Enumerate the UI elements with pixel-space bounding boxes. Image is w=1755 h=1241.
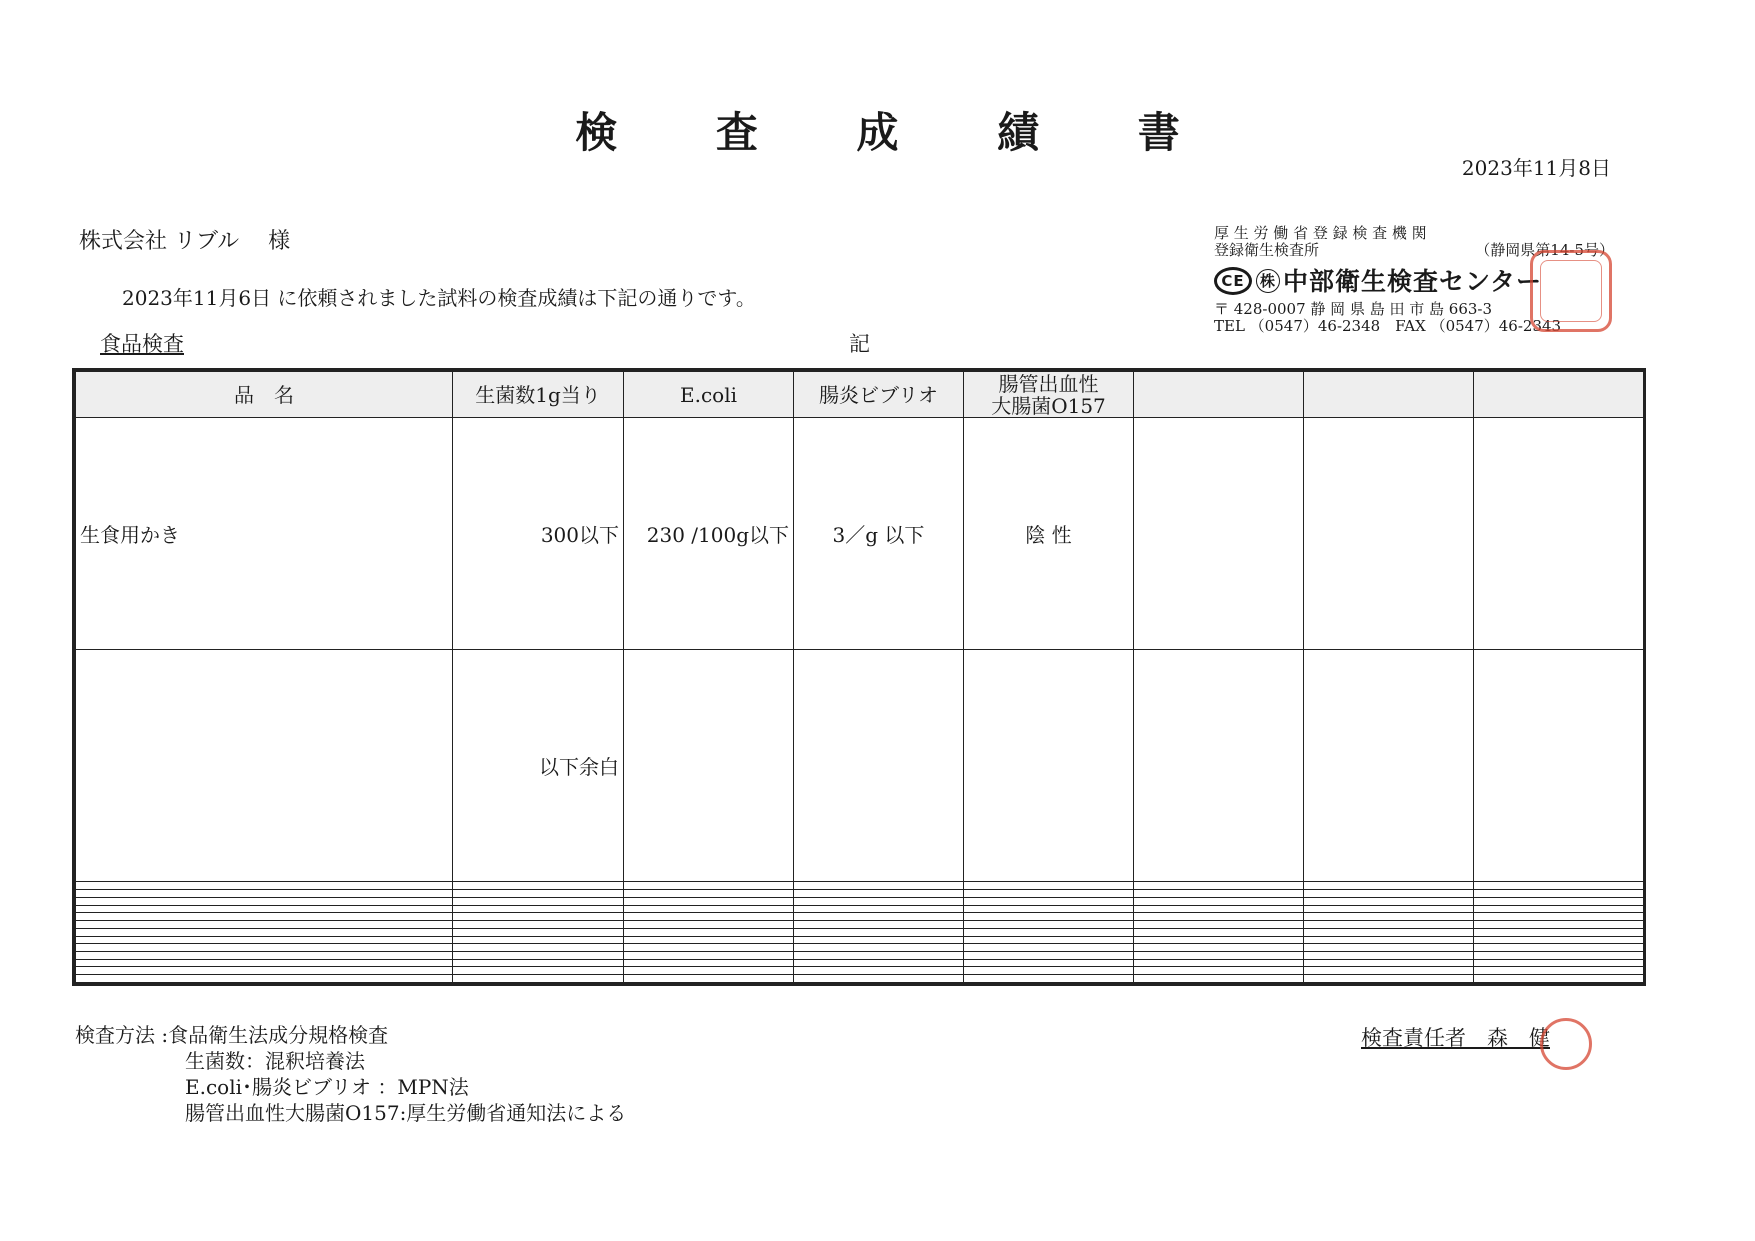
table-row (76, 650, 1644, 882)
table-row (76, 418, 1644, 650)
empty-table-row (76, 951, 1644, 959)
table-header-row (76, 372, 1644, 418)
client-name: 株式会社 リブル 様 (79, 229, 291, 254)
lab-registration-no-left: 登録衛生検査所 (1214, 241, 1320, 259)
header-empty-3 (1474, 372, 1644, 418)
lab-registration-no-right: （静岡県第14-5号） (1475, 241, 1614, 259)
cell (1474, 418, 1644, 650)
cell-ecoli: 230 /100g以下 (624, 418, 794, 650)
inspector-name: 検査責任者 森 健 (1361, 1026, 1550, 1050)
header-bacteria-count: 生菌数1g当り (453, 372, 624, 418)
cell-blank-note: 以下余白 (453, 650, 624, 882)
category-label: 食品検査 (100, 332, 184, 356)
empty-table-row (76, 890, 1644, 898)
empty-table-row (76, 975, 1644, 983)
ki-label: 記 (849, 332, 870, 356)
cell-o157: 陰 性 (964, 418, 1134, 650)
cell (76, 650, 453, 882)
cell-bacteria-count: 300以下 (453, 418, 624, 650)
cell (964, 650, 1134, 882)
empty-table-row (76, 913, 1644, 921)
cell (1134, 650, 1304, 882)
empty-table-row (76, 959, 1644, 967)
results-table (72, 368, 1646, 986)
cell (1304, 650, 1474, 882)
method-line: E.coli･腸炎ビブリオ ：MPN法 (185, 1075, 469, 1099)
cell-item-name: 生食用かき (76, 418, 453, 650)
test-method (75, 1022, 626, 1126)
header-vibrio: 腸炎ビブリオ (794, 372, 964, 418)
header-o157-line2: 大腸菌O157 (991, 393, 1106, 418)
empty-table-row (76, 905, 1644, 913)
cell (794, 650, 964, 882)
lab-contact: TEL （0547）46-2348 FAX （0547）46-2343 (1214, 317, 1562, 335)
cell (1134, 418, 1304, 650)
header-empty-2 (1304, 372, 1474, 418)
empty-table-row (76, 967, 1644, 975)
kabu-mark: 株 (1256, 269, 1280, 293)
empty-table-row (76, 928, 1644, 936)
cell (1474, 650, 1644, 882)
lab-seal-stamp (1530, 250, 1612, 332)
cell (624, 650, 794, 882)
empty-table-row (76, 921, 1644, 929)
empty-table-row (76, 897, 1644, 905)
method-line: 生菌数：混釈培養法 (185, 1049, 365, 1073)
inspector-seal-stamp (1540, 1018, 1592, 1070)
ce-mark-icon: CE (1214, 267, 1252, 295)
document-title: 検 査 成 績 書 (575, 108, 1222, 157)
cell (1304, 418, 1474, 650)
header-o157-line1: 腸管出血性 (998, 371, 1099, 396)
header-item-name: 品 名 (76, 372, 453, 418)
header-empty-1 (1134, 372, 1304, 418)
issue-date: 2023年11月8日 (1461, 156, 1611, 180)
cell-vibrio: 3／g 以下 (794, 418, 964, 650)
method-line: 食品衛生法成分規格検査 (168, 1023, 389, 1047)
header-ecoli: E.coli (624, 372, 794, 418)
lab-address: 〒 428-0007 静 岡 県 島 田 市 島 663-3 (1214, 300, 1493, 318)
empty-table-row (76, 936, 1644, 944)
empty-table-row (76, 944, 1644, 952)
lab-registration: 厚 生 労 働 省 登 録 検 査 機 関 (1214, 224, 1427, 242)
empty-table-row (76, 882, 1644, 890)
method-row-1 (75, 1022, 626, 1048)
intro-text: 2023年11月6日 に依頼されました試料の検査成績は下記の通りです。 (122, 286, 756, 310)
lab-name: 中部衛生検査センター (1283, 266, 1543, 296)
method-line: 腸管出血性大腸菌O157:厚生労働省通知法による (185, 1101, 627, 1125)
header-o157 (964, 372, 1134, 418)
method-label: 検査方法 : (75, 1023, 169, 1047)
